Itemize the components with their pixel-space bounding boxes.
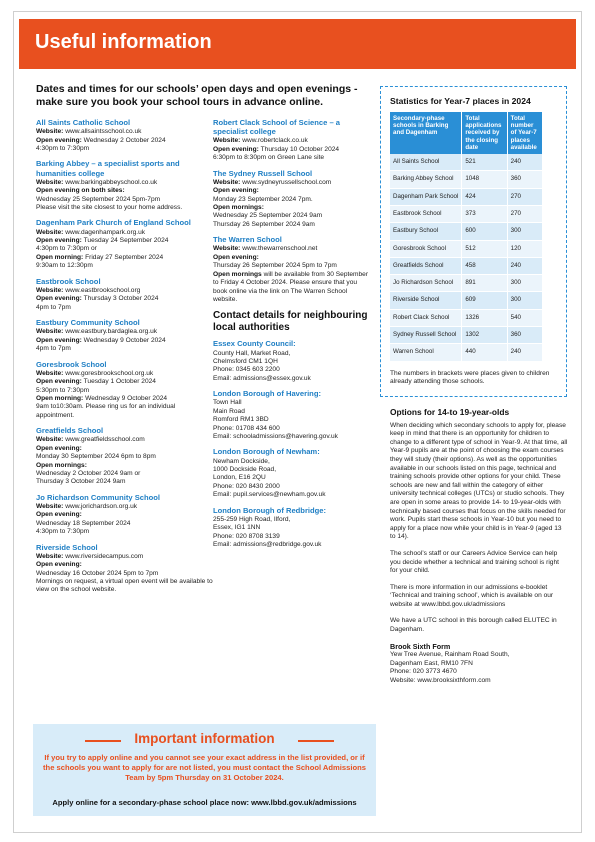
authority-name: London Borough of Newham:: [213, 447, 320, 457]
stats-row: [390, 188, 543, 205]
email-label: Email:: [213, 491, 234, 499]
stats-note: The numbers in brackets were places given to children already attending those schools.: [390, 369, 550, 385]
open-event-line: [36, 403, 214, 420]
school-website: [213, 179, 373, 187]
stats-places: 540: [507, 309, 542, 326]
stats-row: [390, 326, 543, 343]
event-text: Thursday 3 October 2024 9am: [36, 478, 126, 486]
open-event-line: [36, 570, 214, 578]
event-text: Mornings on request, a virtual open event will be available to view on the school website.: [36, 578, 213, 594]
event-text: Thursday 3 October 2024: [83, 295, 159, 303]
event-text: Tuesday 24 September 2024: [83, 237, 169, 245]
stats-applications: 600: [462, 223, 507, 240]
event-text: will be available from 30 September to Friday 4 October 2024. Please ensure that you book online via the link on The Warren School website.: [213, 270, 369, 303]
brook-details: [390, 651, 568, 685]
stats-school: Riverside School: [390, 292, 462, 309]
website-label: Website:: [36, 228, 66, 236]
authority-address-line: London, E16 2QU: [213, 474, 266, 482]
event-text: 4:30pm to 7:30pm or: [36, 245, 97, 253]
stats-applications: 512: [462, 240, 507, 257]
page-title: Useful information: [35, 31, 212, 53]
event-text: 5:30pm to 7:30pm: [36, 386, 90, 394]
authority-phone: Phone: 0345 603 2200: [213, 366, 280, 374]
open-event-line: [36, 304, 214, 312]
open-event-line: [36, 187, 214, 195]
website-url[interactable]: www.allsaintsschool.co.uk: [65, 128, 142, 136]
stats-header-places: Total number of Year-7 places available: [507, 112, 542, 154]
stats-applications: 373: [462, 205, 507, 222]
open-event-line: [36, 395, 214, 403]
open-event-line: [36, 520, 214, 528]
event-label: Open evening:: [213, 145, 261, 153]
event-label: Open evening:: [213, 253, 259, 261]
school-name: Eastbury Community School: [36, 318, 140, 328]
open-event-line: [36, 478, 214, 486]
options-heading: Options for 14-to 19-year-olds: [390, 407, 510, 417]
open-event-line: [36, 387, 214, 395]
event-label: Open evening:: [36, 237, 84, 245]
options-paragraph: When deciding which secondary schools to apply for, please keep in mind that there is an opportunity for children to change to a different type of school in Year-9. At that time, all Year-9 pupils are at the point of choosing the exam courses they will study (their options). As well as the opportunities available in our schools listed on this page, technical and training schools provide other options for your child. These schools are new and fall within the category of either university technical colleges (UTCs) or studio schools. They are open in some areas to provide 14- to 19-year-olds with technically based courses that focus on the skills needed for work. Pupils start these schools in Year-10 but you need to apply for a place now while your child is in Year-9 (aged 13 to 14).: [390, 421, 568, 541]
stats-places: 360: [507, 326, 542, 343]
event-label: Open evening:: [36, 136, 84, 144]
website-label: Website:: [36, 369, 66, 377]
school-website: [213, 245, 373, 253]
stats-header-row: [390, 112, 543, 154]
important-box: [33, 724, 376, 816]
stats-table: [390, 112, 543, 362]
open-event-line: [36, 204, 214, 212]
email-address[interactable]: schooladmissions@havering.gov.uk: [233, 432, 338, 440]
open-event-line: [213, 187, 373, 195]
authority-address-line: 255-259 High Road, Ilford,: [213, 515, 291, 523]
stats-places: 300: [507, 223, 542, 240]
stats-header-school: Secondary-phase schools in Barking and Dagenham: [390, 112, 462, 154]
event-text: Please visit the site closest to your home address.: [36, 204, 183, 212]
event-text: Monday 23 September 2024 7pm.: [213, 195, 313, 203]
stats-school: Goresbrook School: [390, 240, 462, 257]
email-label: Email:: [213, 432, 234, 440]
stats-places: 360: [507, 171, 542, 188]
stats-row: [390, 292, 543, 309]
stats-box: [380, 86, 567, 397]
school-name: The Sydney Russell School: [213, 168, 313, 178]
event-text: Friday 27 September 2024: [85, 253, 164, 261]
open-event-line: [36, 561, 214, 569]
authority-address-line: Main Road: [213, 407, 245, 415]
stats-row: [390, 309, 543, 326]
stats-school: Eastbury School: [390, 223, 462, 240]
authority-address-line: County Hall, Market Road,: [213, 349, 291, 357]
options-paragraph: We have a UTC school in this borough called ELUTEC in Dagenham.: [390, 617, 557, 634]
event-text: Wednesday 2 October 2024 9am or: [36, 470, 141, 477]
middle-column: [213, 118, 373, 555]
authority-entry: [213, 447, 373, 499]
school-entry: [36, 493, 214, 537]
important-title-row: [33, 731, 376, 749]
website-label: Website:: [36, 328, 66, 336]
apply-online-text: Apply online for a secondary-phase school place now: www.lbbd.gov.uk/admissions: [52, 798, 357, 807]
school-name: Dagenham Park Church of England School: [36, 218, 191, 228]
title-rule-right: [298, 740, 334, 742]
school-entry: [36, 277, 214, 312]
event-text: Thursday 26 September 2024 5pm to 7pm: [213, 262, 337, 270]
open-event-line: [213, 221, 373, 229]
school-name: All Saints Catholic School: [36, 118, 131, 127]
website-url[interactable]: www.eastbrookschool.org: [65, 286, 141, 294]
stats-row: [390, 223, 543, 240]
event-text: Wednesday 2 October 2024: [83, 136, 166, 144]
open-event-line: [213, 196, 373, 204]
website-label: Website:: [36, 436, 66, 444]
authority-address-line: Romford RM1 3BD: [213, 416, 269, 424]
authority-entry: [213, 389, 373, 441]
school-name: Goresbrook School: [36, 359, 107, 369]
brook-title: Brook Sixth Form: [390, 641, 451, 651]
school-entry: [213, 169, 373, 230]
header-band: [19, 19, 576, 69]
event-text: Wednesday 25 September 2024 9am: [213, 212, 323, 220]
website-label: Website:: [213, 137, 243, 145]
website-url[interactable]: www.riversidecampus.com: [65, 552, 144, 560]
stats-body: [390, 154, 543, 361]
brook-line: Dagenham East, RM10 7FN: [390, 659, 473, 667]
website-url[interactable]: www.barkingabbeyschool.co.uk: [65, 178, 158, 186]
website-label: Website:: [36, 552, 66, 560]
event-text: Tuesday 1 October 2024: [83, 378, 156, 386]
authority-address-line: Newham Dockside,: [213, 457, 270, 465]
school-entry: [36, 118, 214, 153]
authority-email: [213, 491, 373, 499]
event-text: Thursday 10 October 2024: [260, 145, 340, 153]
website-label: Website:: [213, 178, 243, 186]
event-label: Open evening:: [213, 187, 259, 195]
stats-school: Warren School: [390, 344, 462, 361]
school-entry: [36, 543, 214, 595]
school-website: [36, 128, 214, 136]
brook-line: Website: www.brooksixthform.com: [390, 677, 491, 685]
brook-line: Phone: 020 3773 4670: [390, 668, 457, 676]
stats-row: [390, 344, 543, 361]
stats-places: 300: [507, 275, 542, 292]
event-label: Open evening:: [36, 511, 82, 519]
email-address[interactable]: admissions@redbridge.gov.uk: [233, 541, 322, 549]
open-event-line: [36, 528, 214, 536]
website-label: Website:: [213, 245, 243, 253]
authority-phone: Phone: 01708 434 600: [213, 424, 280, 432]
open-event-line: [36, 378, 214, 386]
authority-name: Essex County Council:: [213, 339, 296, 349]
stats-school: Greatfields School: [390, 257, 462, 274]
event-label: Open evening:: [36, 295, 84, 303]
open-event-line: [213, 146, 373, 154]
stats-places: 120: [507, 240, 542, 257]
website-label: Website:: [36, 503, 66, 511]
email-label: Email:: [213, 541, 234, 549]
open-event-line: [213, 254, 373, 262]
event-text: Wednesday 9 October 2024: [85, 394, 168, 402]
stats-applications: 1302: [462, 326, 507, 343]
school-website: [36, 436, 214, 444]
open-event-line: [36, 262, 214, 270]
stats-school: Sydney Russell School: [390, 326, 462, 343]
open-event-line: [36, 462, 214, 470]
stats-row: [390, 240, 543, 257]
stats-header-applications: Total applications received by the closing date: [462, 112, 507, 154]
open-event-line: [213, 204, 373, 212]
school-entry: [36, 360, 214, 421]
school-website: [36, 370, 214, 378]
stats-row: [390, 275, 543, 292]
open-event-line: [213, 154, 373, 162]
stats-places: 270: [507, 188, 542, 205]
stats-school: Robert Clack School: [390, 309, 462, 326]
website-url[interactable]: www.thewarrenschool.net: [242, 245, 318, 253]
email-address[interactable]: pupil.services@newham.gov.uk: [233, 491, 326, 499]
event-text: 4:30pm to 7:30pm: [36, 528, 90, 536]
event-label: Open evening:: [36, 561, 82, 569]
event-label: Open evening:: [36, 444, 82, 452]
important-title: Important information: [134, 731, 275, 746]
stats-places: 240: [507, 344, 542, 361]
email-label: Email:: [213, 374, 234, 382]
authority-phone: Phone: 020 8708 3139: [213, 532, 280, 540]
website-label: Website:: [36, 286, 66, 294]
school-name: Eastbrook School: [36, 276, 101, 286]
stats-school: Jo Richardson School: [390, 275, 462, 292]
event-text: 4pm to 7pm: [36, 345, 71, 353]
website-url[interactable]: www.robertclack.co.uk: [242, 137, 308, 145]
school-entry: [36, 426, 214, 487]
school-name: Greatfields School: [36, 426, 104, 436]
authority-email: [213, 375, 373, 383]
important-text: If you try to apply online and you cannot see your exact address in the list provided, or if the schools you want to apply for are not listed, you must contact the School Admissions Team by 5pm Thursday on 31 October 2024.: [43, 753, 366, 782]
school-website: [36, 287, 214, 295]
left-column-schools: [36, 118, 214, 601]
stats-applications: 458: [462, 257, 507, 274]
event-text: Wednesday 25 September 2024 5pm-7pm: [36, 195, 161, 203]
event-label: Open evening on both sites:: [36, 187, 125, 195]
event-label: Open mornings:: [213, 204, 264, 212]
stats-applications: 424: [462, 188, 507, 205]
authority-address-line: Chelmsford CM1 1QH: [213, 357, 278, 365]
stats-applications: 891: [462, 275, 507, 292]
school-name: The Warren School: [213, 235, 282, 245]
school-entry: [213, 235, 373, 304]
website-label: Website:: [36, 128, 66, 136]
stats-title: Statistics for Year-7 places in 2024: [390, 96, 531, 106]
stats-applications: 440: [462, 344, 507, 361]
open-event-line: [36, 345, 214, 353]
authority-address-line: Essex, IG1 1NN: [213, 524, 261, 532]
event-text: 4pm to 7pm: [36, 303, 71, 311]
stats-row: [390, 171, 543, 188]
school-website: [36, 179, 214, 187]
authority-entry: [213, 339, 373, 383]
school-entry: [36, 318, 214, 353]
school-entry: [36, 218, 214, 270]
stats-row: [390, 205, 543, 222]
middle-column-schools: [213, 118, 373, 304]
stats-school: All Saints School: [390, 154, 462, 171]
authorities-list: [213, 339, 373, 549]
open-event-line: [36, 578, 214, 595]
school-name: Barking Abbey – a specialist sports and humanities college: [36, 159, 180, 178]
options-paragraphs: [390, 422, 568, 635]
open-event-line: [36, 245, 214, 253]
event-label: Open evening:: [36, 336, 84, 344]
authority-phone: Phone: 020 8430 2000: [213, 482, 280, 490]
stats-school: Eastbrook School: [390, 205, 462, 222]
website-url[interactable]: www.jorichardson.org.uk: [65, 503, 138, 511]
open-event-line: [213, 212, 373, 220]
stats-applications: 609: [462, 292, 507, 309]
event-text: Wednesday 16 October 2024 5pm to 7pm: [36, 569, 159, 577]
school-website: [213, 137, 373, 145]
stats-row: [390, 154, 543, 171]
event-label: Open mornings: [213, 270, 264, 278]
stats-applications: 1048: [462, 171, 507, 188]
email-address[interactable]: admissions@essex.gov.uk: [233, 374, 311, 382]
website-label: Website:: [36, 178, 66, 186]
contacts-heading: Contact details for neighbouring local authorities: [213, 310, 368, 334]
event-text: Wednesday 18 September 2024: [36, 519, 131, 527]
school-website: [36, 503, 214, 511]
website-url[interactable]: www.sydneyrussellschool.com: [242, 178, 332, 186]
authority-email: [213, 433, 373, 441]
event-label: Open morning:: [36, 394, 86, 402]
school-name: Riverside School: [36, 542, 98, 552]
stats-school: Dagenham Park School: [390, 188, 462, 205]
authority-entry: [213, 506, 373, 550]
school-website: [36, 229, 214, 237]
authority-address-line: 1000 Dockside Road,: [213, 465, 277, 473]
website-url[interactable]: www.dagenhampark.org.uk: [65, 228, 146, 236]
options-paragraph: There is more information in our admissions e-booklet ‘Technical and training school’, which is available on our website at www.lbbd.gov.uk/admissions: [390, 583, 554, 608]
event-label: Open evening:: [36, 378, 84, 386]
event-text: 6:30pm to 8:30pm on Green Lane site: [213, 154, 325, 162]
stats-row: [390, 257, 543, 274]
intro-heading: Dates and times for our schools’ open days and open evenings - make sure you book your school tours in advance online.: [36, 83, 358, 108]
stats-applications: 1326: [462, 309, 507, 326]
school-name: Robert Clack School of Science – a specialist college: [213, 118, 341, 137]
school-website: [36, 553, 214, 561]
authority-address-line: Town Hall: [213, 399, 242, 407]
open-event-line: [36, 453, 214, 461]
open-event-line: [36, 470, 214, 478]
open-event-line: [36, 196, 214, 204]
stats-places: 240: [507, 154, 542, 171]
event-label: Open mornings:: [36, 461, 87, 469]
stats-places: 240: [507, 257, 542, 274]
event-text: 9:30am to 12:30pm: [36, 262, 93, 270]
open-event-line: [36, 137, 214, 145]
authority-name: London Borough of Havering:: [213, 389, 321, 399]
brook-line: Yew Tree Avenue, Rainham Road South,: [390, 651, 510, 659]
stats-places: 270: [507, 205, 542, 222]
website-url[interactable]: www.eastbury.bardaglea.org.uk: [65, 328, 158, 336]
school-website: [36, 328, 214, 336]
open-event-line: [36, 337, 214, 345]
open-event-line: [213, 271, 373, 305]
options-paragraph: The school’s staff or our Careers Advice Service can help you decide whether a technical and training school is right for your child.: [390, 549, 559, 575]
open-event-line: [36, 237, 214, 245]
event-label: Open morning:: [36, 253, 86, 261]
event-text: 9am to10:30am. Please ring us for an individual appointment.: [36, 403, 176, 419]
stats-school: Barking Abbey School: [390, 171, 462, 188]
open-event-line: [36, 145, 214, 153]
open-event-line: [36, 511, 214, 519]
open-event-line: [213, 262, 373, 270]
website-url[interactable]: www.greatfieldsschool.com: [65, 436, 145, 444]
event-text: Thursday 26 September 2024 9am: [213, 220, 315, 228]
authority-email: [213, 541, 373, 549]
school-entry: [36, 159, 214, 212]
school-name: Jo Richardson Community School: [36, 492, 161, 502]
authority-name: London Borough of Redbridge:: [213, 505, 327, 515]
open-event-line: [36, 295, 214, 303]
open-event-line: [36, 254, 214, 262]
stats-places: 300: [507, 292, 542, 309]
open-event-line: [36, 445, 214, 453]
stats-applications: 521: [462, 154, 507, 171]
website-url[interactable]: www.goresbrookschool.org.uk: [65, 369, 154, 377]
right-column-options: [390, 408, 568, 686]
event-text: 4:30pm to 7:30pm: [36, 145, 90, 153]
event-text: Monday 30 September 2024 6pm to 8pm: [36, 453, 156, 461]
school-entry: [213, 118, 373, 163]
event-text: Wednesday 9 October 2024: [83, 336, 166, 344]
